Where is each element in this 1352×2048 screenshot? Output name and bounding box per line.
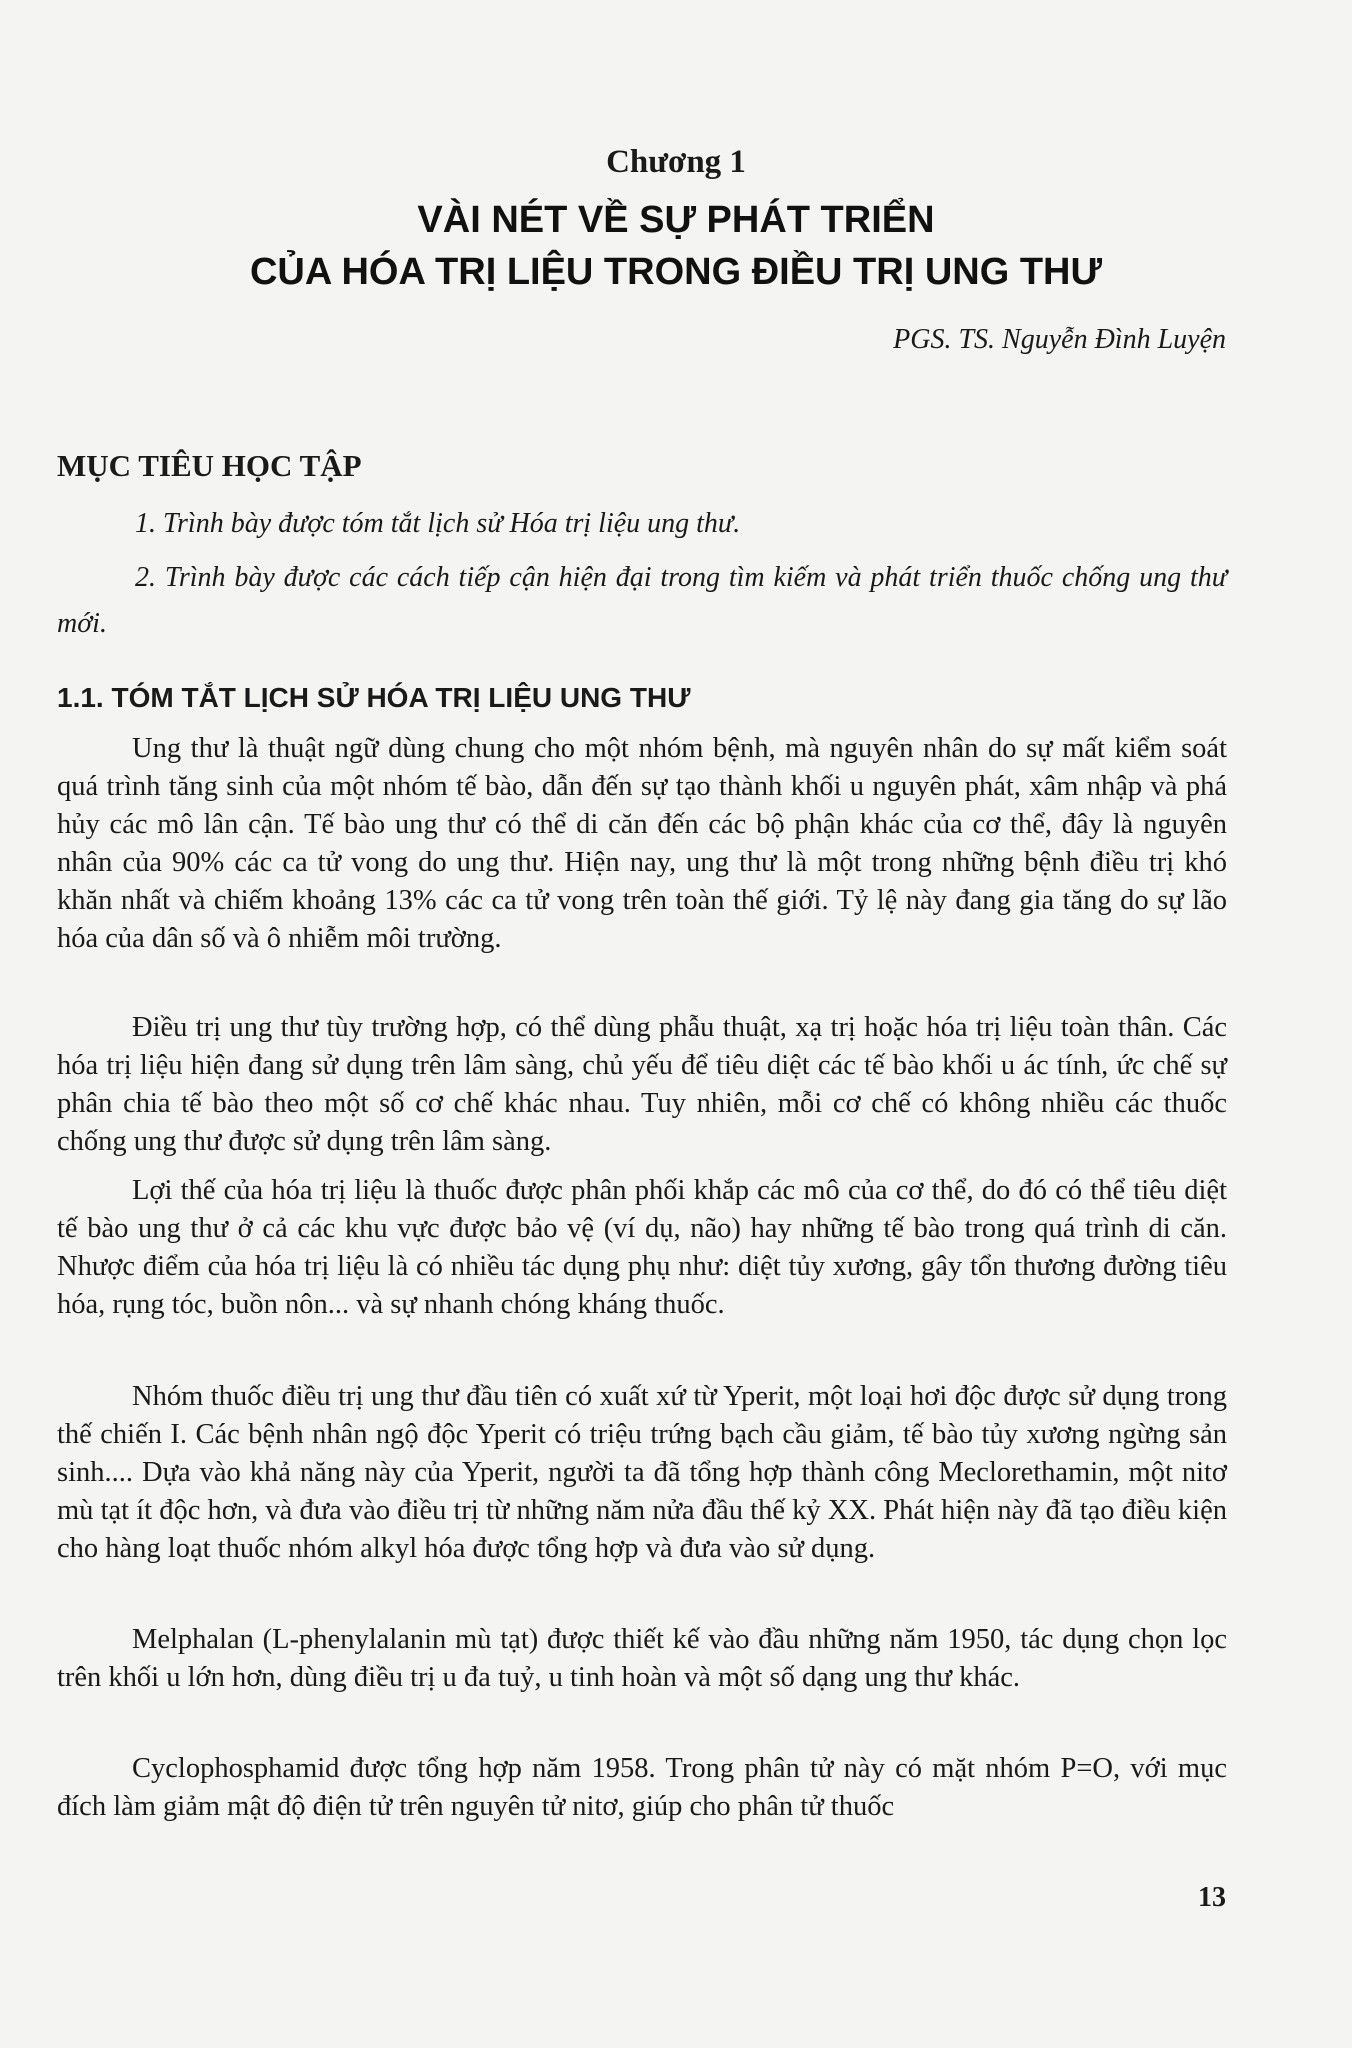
chapter-title-line-2: CỦA HÓA TRỊ LIỆU TRONG ĐIỀU TRỊ UNG THƯ	[249, 251, 1102, 293]
author-name: PGS. TS. Nguyễn Đình Luyện	[893, 324, 1226, 355]
page-number: 13	[1198, 1882, 1226, 1913]
body-paragraph-6: Cyclophosphamid được tổng hợp năm 1958. Trong phân tử này có mặt nhóm P=O, với mục đích làm giảm mật độ điện tử trên nguyên tử nitơ, giúp cho phân tử thuốc	[57, 1753, 1227, 1822]
chapter-title	[0, 194, 1352, 298]
section-heading: 1.1. TÓM TẮT LỊCH SỬ HÓA TRỊ LIỆU UNG THƯ	[57, 682, 691, 713]
objective-item-1: 1. Trình bày được tóm tắt lịch sử Hóa trị liệu ung thư.	[135, 508, 741, 539]
body-paragraph-2: Điều trị ung thư tùy trường hợp, có thể dùng phẫu thuật, xạ trị hoặc hóa trị liệu toàn thân. Các hóa trị liệu hiện đang sử dụng trên lâm sàng, chủ yếu để tiêu diệt các tế bào khối u ác tính, ức chế sự phân chia tế bào theo một số cơ chế khác nhau. Tuy nhiên, mỗi cơ chế có không nhiều các thuốc chống ung thư được sử dụng trên lâm sàng.	[57, 1012, 1227, 1157]
learning-objectives-heading: MỤC TIÊU HỌC TẬP	[57, 448, 362, 483]
body-paragraph-4: Nhóm thuốc điều trị ung thư đầu tiên có xuất xứ từ Yperit, một loại hơi độc được sử dụng trong thế chiến I. Các bệnh nhân ngộ độc Yperit có triệu trứng bạch cầu giảm, tế bào tủy xương ngừng sản sinh.... Dựa vào khả năng này của Yperit, người ta đã tổng hợp thành công Meclorethamin, một nitơ mù tạt ít độc hơn, và đưa vào điều trị từ những năm nửa đầu thế kỷ XX. Phát hiện này đã tạo điều kiện cho hàng loạt thuốc nhóm alkyl hóa được tổng hợp và đưa vào sử dụng.	[57, 1381, 1227, 1564]
body-paragraph-1: Ung thư là thuật ngữ dùng chung cho một nhóm bệnh, mà nguyên nhân do sự mất kiểm soát quá trình tăng sinh của một nhóm tế bào, dẫn đến sự tạo thành khối u nguyên phát, xâm nhập và phá hủy các mô lân cận. Tế bào ung thư có thể di căn đến các bộ phận khác của cơ thể, đây là nguyên nhân của 90% các ca tử vong do ung thư. Hiện nay, ung thư là một trong những bệnh điều trị khó khăn nhất và chiếm khoảng 13% các ca tử vong trên toàn thế giới. Tỷ lệ này đang gia tăng do sự lão hóa của dân số và ô nhiễm môi trường.	[57, 733, 1227, 954]
body-paragraph-3: Lợi thế của hóa trị liệu là thuốc được phân phối khắp các mô của cơ thể, do đó có thể tiêu diệt tế bào ung thư ở cả các khu vực được bảo vệ (ví dụ, não) hay những tế bào trong quá trình di căn. Nhược điểm của hóa trị liệu là có nhiều tác dụng phụ như: diệt tủy xương, gây tổn thương đường tiêu hóa, rụng tóc, buồn nôn... và sự nhanh chóng kháng thuốc.	[57, 1175, 1227, 1320]
body-paragraph-5: Melphalan (L-phenylalanin mù tạt) được thiết kế vào đầu những năm 1950, tác dụng chọn lọc trên khối u lớn hơn, dùng điều trị u đa tuỷ, u tinh hoàn và một số dạng ung thư khác.	[57, 1624, 1227, 1693]
objective-item-2: 2. Trình bày được các cách tiếp cận hiện đại trong tìm kiếm và phát triển thuốc chống ung thư mới.	[57, 562, 1227, 639]
chapter-label: Chương 1	[606, 144, 746, 180]
chapter-title-line-1: VÀI NÉT VỀ SỰ PHÁT TRIỂN	[417, 199, 935, 241]
